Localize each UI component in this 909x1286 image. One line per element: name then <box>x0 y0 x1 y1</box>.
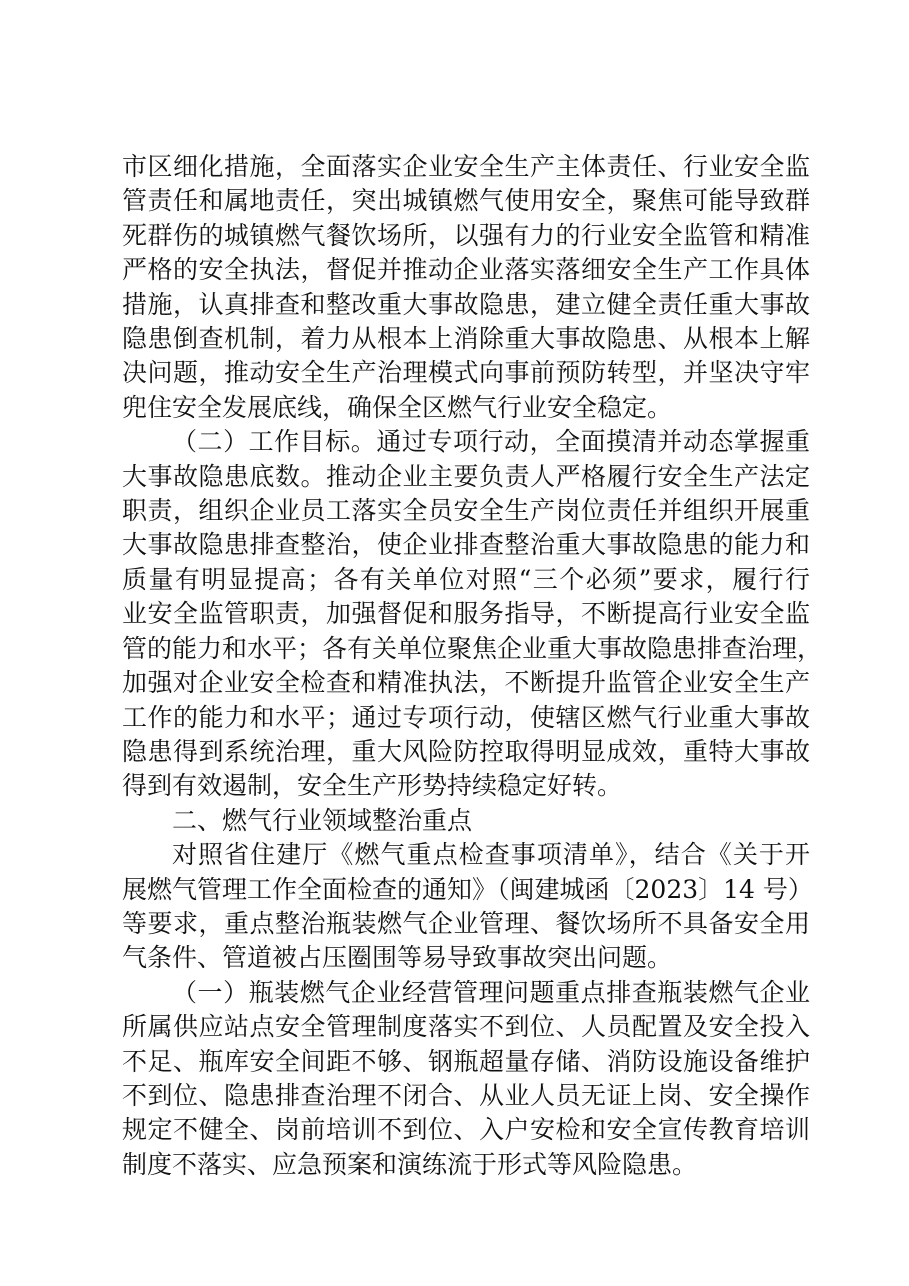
text-line: 管的能力和水平；各有关单位聚焦企业重大事故隐患排查治理， <box>122 633 823 663</box>
text-line: 得到有效遏制，安全生产形势持续稳定好转。 <box>122 771 623 801</box>
text-line: 二、燃气行业领域整治重点 <box>172 805 473 835</box>
text-line: （一）瓶装燃气企业经营管理问题重点排查瓶装燃气企业 <box>172 977 810 1007</box>
text-line: 展燃气管理工作全面检查的通知》（闽建城函〔2023〕14 号） <box>122 874 813 904</box>
document-body <box>122 150 823 1182</box>
text-line: 不足、瓶库安全间距不够、钢瓶超量存储、消防设施设备维护 <box>122 1046 810 1076</box>
text-line: 业安全监管职责，加强督促和服务指导，不断提高行业安全监 <box>122 599 810 629</box>
text-line: 制度不落实、应急预案和演练流于形式等风险隐患。 <box>122 1149 698 1179</box>
text-line: 隐患得到系统治理，重大风险防控取得明显成效，重特大事故 <box>122 736 810 766</box>
text-line: 规定不健全、岗前培训不到位、入户安检和安全宣传教育培训 <box>122 1115 810 1145</box>
text-line: 对照省住建厅《燃气重点检查事项清单》，结合《关于开 <box>172 840 810 870</box>
text-line: 措施，认真排查和整改重大事故隐患，建立健全责任重大事故 <box>122 289 810 319</box>
text-line: 加强对企业安全检查和精准执法，不断提升监管企业安全生产 <box>122 668 810 698</box>
text-line: 所属供应站点安全管理制度落实不到位、人员配置及安全投入 <box>122 1012 810 1042</box>
text-line: 严格的安全执法，督促并推动企业落实落细安全生产工作具体 <box>122 255 810 285</box>
text-line: 大事故隐患排查整治，使企业排查整治重大事故隐患的能力和 <box>122 530 810 560</box>
text-line: 死群伤的城镇燃气餐饮场所，以强有力的行业安全监管和精准 <box>122 220 810 250</box>
text-line: 职责，组织企业员工落实全员安全生产岗位责任并组织开展重 <box>122 496 810 526</box>
text-line: 工作的能力和水平；通过专项行动，使辖区燃气行业重大事故 <box>122 702 810 732</box>
text-line: 市区细化措施，全面落实企业安全生产主体责任、行业安全监 <box>122 152 810 181</box>
text-line: 不到位、隐患排查治理不闭合、从业人员无证上岗、安全操作 <box>122 1080 810 1110</box>
text-line: 大事故隐患底数。推动企业主要负责人严格履行安全生产法定 <box>122 461 810 491</box>
text-line: 兜住安全发展底线，确保全区燃气行业安全稳定。 <box>122 392 673 422</box>
text-line: 等要求，重点整治瓶装燃气企业管理、餐饮场所不具备安全用 <box>122 908 810 938</box>
text-line: （二）工作目标。通过专项行动，全面摸清并动态掌握重 <box>172 427 810 457</box>
text-line: 决问题，推动安全生产治理模式向事前预防转型，并坚决守牢 <box>122 358 810 388</box>
text-line: 隐患倒查机制，着力从根本上消除重大事故隐患、从根本上解 <box>122 324 810 354</box>
text-line: 管责任和属地责任，突出城镇燃气使用安全，聚焦可能导致群 <box>122 186 810 216</box>
text-line: 质量有明显提高；各有关单位对照“三个必须”要求，履行行 <box>122 564 810 594</box>
text-line: 气条件、管道被占压圈围等易导致事故突出问题。 <box>122 943 673 973</box>
